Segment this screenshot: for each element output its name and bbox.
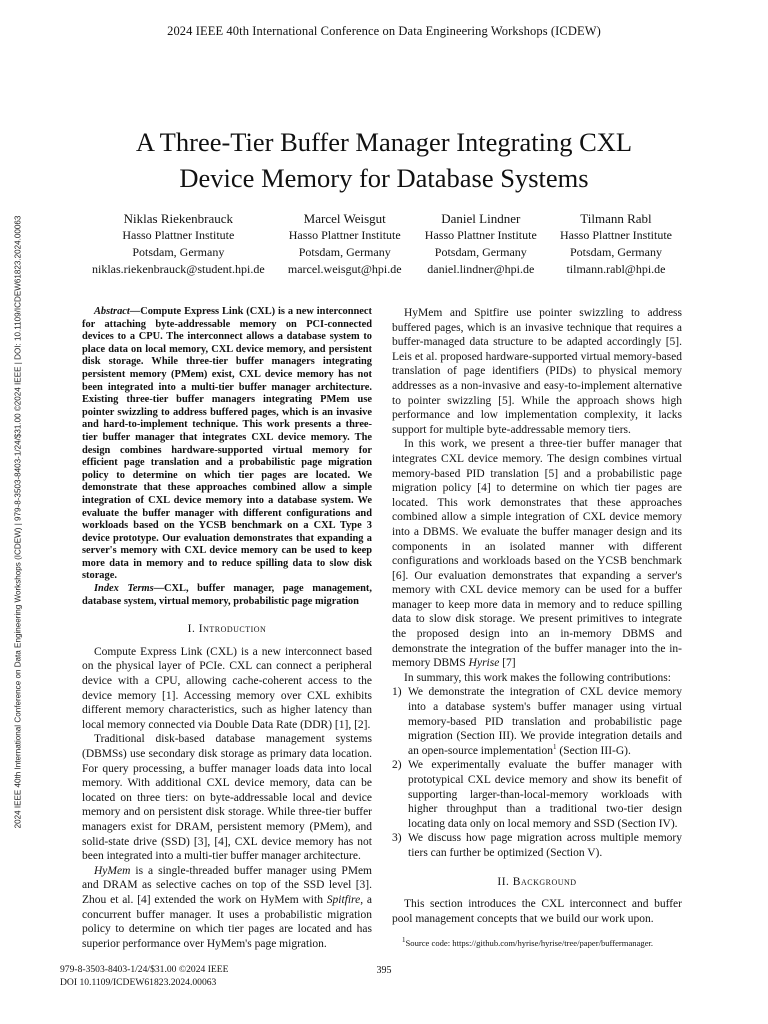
conference-header: 2024 IEEE 40th International Conference on Data Engineering Workshops (ICDEW) xyxy=(167,24,601,38)
author-location: Potsdam, Germany xyxy=(569,245,662,259)
title-line-1: A Three-Tier Buffer Manager Integrating CXL xyxy=(135,127,633,157)
intro-paragraph-2: Traditional disk-based database management systems (DBMSs) use secondary disk storage as primary data location. For query processing, a buffer manager loads data into local memory. With additional CXL device memory, data can be located on three tiers: on byte-addressable local and device memory and on persistent disk storage. While three-tier buffer managers exist for DRAM, persistent memory (PMem), and solid-state drive (SSD) [3], [4], CXL device memory has not been integrated into a multi-tier buffer manager architecture. xyxy=(82,733,372,863)
section-heading-introduction: I. Introduction xyxy=(187,623,267,636)
list-item-number: 3) xyxy=(392,832,402,845)
spitfire-name: Spitfire xyxy=(326,893,361,906)
footnote-mark[interactable]: 1 xyxy=(552,742,557,751)
intro-paragraph-5-part-a: In this work, we present a three-tier buffer manager that integrates CXL device memory. The design combines virtual memory-based PID translation [5] and a probabilistic page migration policy [4] to determine on which tier pages are located. This work demonstrates that these approaches combined allow a simple integration of CXL device memory into a DBMS. We evaluate the buffer manager design and its components in an isolated manner with different configurations and workloads based on the YCSB benchmark [6]. Our evaluation demonstrates that expanding a server's memory with CXL device memory can be used for a buffer manager to keep more data in memory and to reduce spilling data to slow disk storage. We present primitives to integrate the proposed design into an in-memory DBMS and demonstrate the integration of the buffer manager into the in-memory DBMS xyxy=(392,438,682,670)
background-paragraph-1: This section introduces the CXL interconnect and buffer pool management concepts that we build our work upon. xyxy=(392,898,682,925)
intro-paragraph-3 xyxy=(82,864,372,952)
author-email[interactable]: niklas.riekenbrauck@student.hpi.de xyxy=(92,262,265,276)
intro-paragraph-5 xyxy=(392,437,682,671)
paper-title xyxy=(60,124,708,196)
list-item xyxy=(392,831,682,860)
author-name: Daniel Lindner xyxy=(441,211,521,226)
isbn-line: 979-8-3503-8403-1/24/$31.00 ©2024 IEEE xyxy=(60,964,229,975)
title-line-2: Device Memory for Database Systems xyxy=(179,163,589,193)
abstract-lead: Abstract xyxy=(94,306,130,317)
footnote-number: 1 xyxy=(402,936,406,945)
author-name: Niklas Riekenbrauck xyxy=(123,211,234,226)
doi-line: DOI 10.1109/ICDEW61823.2024.00063 xyxy=(60,976,217,988)
list-item-text: We discuss how page migration across multiple memory tiers can further be optimized (Section V). xyxy=(408,832,682,859)
author-name: Marcel Weisgut xyxy=(303,211,386,226)
author-email[interactable]: tilmann.rabl@hpi.de xyxy=(566,262,666,276)
list-item-number: 2) xyxy=(392,759,402,772)
index-terms-text: —CXL, buffer manager, page management, database system, virtual memory, probabilistic page migration xyxy=(82,583,372,607)
author-block xyxy=(92,210,672,278)
footnote-text[interactable]: Source code: https://github.com/hyrise/hyrise/tree/paper/buffermanager. xyxy=(405,938,654,949)
author-email[interactable]: daniel.lindner@hpi.de xyxy=(427,262,535,276)
list-item xyxy=(392,685,682,758)
hyrise-name: Hyrise xyxy=(468,657,500,670)
contribution-tail: (Section III-G). xyxy=(556,744,631,757)
contributions-list xyxy=(392,685,682,860)
author-location: Potsdam, Germany xyxy=(434,245,527,259)
left-column xyxy=(82,306,372,951)
author-location: Potsdam, Germany xyxy=(298,245,391,259)
author-3 xyxy=(425,210,537,278)
abstract-text: —Compute Express Link (CXL) is a new interconnect for attaching byte-addressable memory on PCI-connected devices to a CPU. The interconnect allows a database system to place data on local memory, CXL device memory, and persistent disk storage. While three-tier buffer managers integrating persistent memory (PMem) exist, CXL device memory has not been integrated into a multi-tier buffer manager architecture. Existing three-tier buffer managers integrating PMem use pointer swizzling to address buffered pages, which is an invasive and hard-to-implement technique. This work presents a three-tier buffer manager that integrates CXL device memory. The design combines hardware-supported virtual memory for efficient page translation and a probabilistic page migration policy to determine on which tier pages are located. We demonstrate that these approaches combined allow a simple integration of CXL device memory into a database system. We evaluate the buffer manager with different configurations and workloads based on the YCSB benchmark on a CXL Type 3 device prototype. Our evaluation demonstrates that expanding a server's memory with CXL device memory can be used to keep more data in memory and to reduce spilling data to slow disk storage. xyxy=(82,306,372,582)
index-terms xyxy=(82,583,372,608)
right-column xyxy=(392,306,682,949)
author-institute: Hasso Plattner Institute xyxy=(560,228,672,242)
list-item-number: 1) xyxy=(392,686,402,699)
author-4 xyxy=(560,210,672,278)
author-institute: Hasso Plattner Institute xyxy=(424,228,537,242)
footnote xyxy=(392,938,682,949)
author-email[interactable]: marcel.weisgut@hpi.de xyxy=(287,262,402,276)
intro-paragraph-5-part-b: [7] xyxy=(499,657,516,670)
intro-paragraph-3-part-b: , a concurrent buffer manager. It uses a probabilistic migration policy to determine on which tier pages are located and has superior performance over HyMem's page migration. xyxy=(82,893,372,950)
author-2 xyxy=(288,210,402,278)
list-item-text xyxy=(408,685,682,758)
side-metadata-text: 2024 IEEE 40th International Conference on Data Engineering Workshops (ICDEW) | 979-8-3503-8403-1/24/$31.00 ©2024 IEEE | DOI: 10.1109/ICDEW61823.2024.00063 xyxy=(13,215,23,829)
author-name: Tilmann Rabl xyxy=(580,211,652,226)
intro-paragraph-3-part-a: is a single-threaded buffer manager using PMem and DRAM as selective caches on top of the SSD level [3]. Zhou et al. [4] extended the work on HyMem with xyxy=(82,864,372,906)
intro-paragraph-1: Compute Express Link (CXL) is a new interconnect based on the physical layer of PCIe. CXL can connect a peripheral device with a CPU, allowing cache-coherent access to the device memory [1]. Accessing memory over CXL exhibits different memory characteristics, such as higher latency than local memory connected via Double Data Rate (DDR) [1], [2]. xyxy=(82,645,372,731)
author-institute: Hasso Plattner Institute xyxy=(122,228,235,242)
intro-paragraph-6: In summary, this work makes the following contributions: xyxy=(404,671,671,684)
side-metadata-strip xyxy=(12,150,24,894)
list-item xyxy=(392,758,682,831)
index-terms-lead: Index Terms xyxy=(94,583,154,595)
intro-paragraph-4: HyMem and Spitfire use pointer swizzling to address buffered pages, which is an invasive technique that requires a buffer-managed data structure to be adapted accordingly [5]. Leis et al. proposed hardware-supported virtual memory-based translation of page identifiers (PIDs) to physical memory addresses as a non-invasive and easy-to-implement alternative to pointer swizzling [5]. While the approach shows high performance and low implementation complexity, it lacks support for multiple byte-addressable memory tiers. xyxy=(392,307,682,436)
author-location: Potsdam, Germany xyxy=(132,245,225,259)
author-1 xyxy=(92,210,265,278)
page-number: 395 xyxy=(376,965,392,976)
section-heading-background: II. Background xyxy=(497,875,577,888)
abstract xyxy=(82,306,372,583)
hymem-name: HyMem xyxy=(94,864,131,877)
author-institute: Hasso Plattner Institute xyxy=(288,228,401,242)
contribution-text: We demonstrate the integration of CXL device memory into a database system's buffer manager using virtual memory-based PID translation and probabilistic page migration (Section III). We provide integration details and an open-source implementation xyxy=(408,686,682,757)
list-item-text: We experimentally evaluate the buffer manager with prototypical CXL device memory and show its benefit of supporting larger-than-local-memory workloads with higher throughput than a traditional two-tier design locating data only on local memory and SSD (Section IV). xyxy=(408,759,682,830)
